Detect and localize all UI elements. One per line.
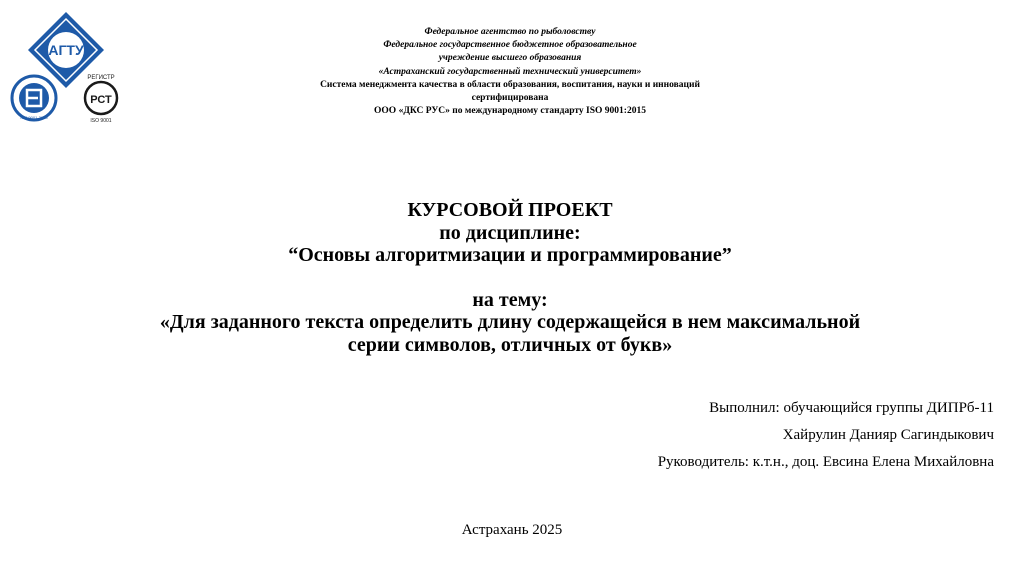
institution-header (240, 26, 780, 118)
topic-line-2: серии символов, отличных от букв» (347, 333, 673, 356)
topic-line-1: «Для заданного текста определить длину содержащейся в нем максимальной (159, 311, 861, 333)
header-line-agency: Федеральное агентство по рыболовству (424, 27, 596, 37)
logos-group (0, 0, 130, 130)
certification-mark-iso (10, 74, 58, 122)
cert-mark-2-main: РСТ (90, 94, 112, 106)
header-line-certified: сертифицирована (471, 93, 549, 104)
cert-mark-2-top: РЕГИСТР (87, 75, 115, 81)
university-logo-text: АГТУ (48, 42, 84, 58)
title-block (90, 199, 930, 356)
topic-prefix: на тему: (472, 288, 548, 311)
cert-mark-1-text: ISO 9001-2015 (20, 115, 48, 120)
performer-line: Выполнил: обучающийся группы ДИПРб-11 (709, 400, 994, 416)
city-year-footer: Астрахань 2025 (461, 522, 563, 538)
certification-mark-pct (74, 70, 128, 124)
student-name: Хайрулин Данияр Сагиндыкович (782, 427, 994, 443)
header-line-education-level: учреждение высшего образования (438, 53, 582, 64)
header-line-institution-type: Федеральное государственное бюджетное образовательное (383, 40, 637, 51)
cert-mark-2-bottom: ISO 9001 (90, 118, 112, 124)
discipline-prefix: по дисциплине: (439, 221, 581, 244)
document-type: КУРСОВОЙ ПРОЕКТ (407, 199, 613, 221)
supervisor-line: Руководитель: к.т.н., доц. Евсина Елена Михайловна (657, 454, 994, 470)
header-line-quality-system: Система менеджмента качества в области образования, воспитания, науки и инноваций (320, 79, 700, 90)
discipline-name: “Основы алгоритмизации и программирование” (288, 244, 732, 266)
header-line-university-name: «Астраханский государственный технический университет» (378, 66, 642, 77)
header-line-iso-standard: ООО «ДКС РУС» по международному стандарту ISO 9001:2015 (374, 106, 646, 117)
signature-block (658, 395, 994, 476)
